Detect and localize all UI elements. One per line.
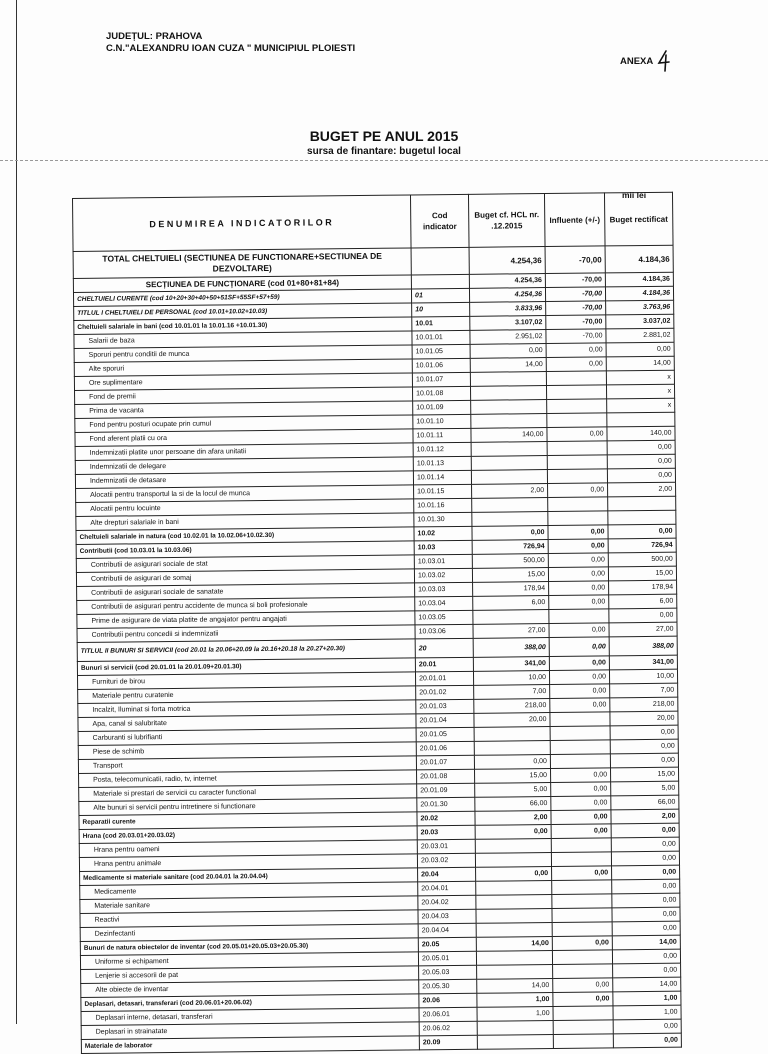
cell-budget [477, 1035, 553, 1050]
col-header-rectified: Buget rectificat [604, 192, 673, 246]
cell-rectified: 66,00 [611, 795, 679, 810]
cell-rectified: 0,00 [610, 725, 678, 740]
cell-indicator-name: Salarii de baza [74, 331, 412, 349]
cell-indicator-code: 10.02 [414, 526, 472, 541]
cell-indicator-name: Bunuri si servicii (cod 20.01.01 la 20.01.09+20.01.30) [77, 658, 415, 676]
cell-rectified: 0,00 [612, 949, 680, 964]
cell-rectified: 0,00 [613, 963, 681, 978]
cell-influence: 0,00 [549, 637, 609, 657]
cell-indicator-code: 20.02 [417, 811, 475, 826]
cell-indicator-name: Fond de premii [75, 387, 413, 405]
cell-indicator-code: 20.04.01 [418, 881, 476, 896]
cell-indicator-name: Fond pentru posturi ocupate prin cumul [75, 415, 413, 433]
cell-influence: -70,00 [545, 273, 605, 288]
cell-influence [549, 609, 609, 624]
cell-indicator-name: Contributii (cod 10.03.01 la 10.03.06) [76, 541, 414, 559]
cell-indicator-name: Alte drepturi salariale in bani [76, 513, 414, 531]
cell-budget [472, 512, 548, 527]
cell-indicator-name: Contributii de asigurari pentru accidente de munca si boli profesionale [77, 597, 415, 615]
cell-indicator-name: Dezinfectanti [80, 924, 418, 942]
cell-indicator-code: 20.03.02 [417, 853, 475, 868]
cell-influence: -70,00 [546, 301, 606, 316]
cell-rectified: 0,00 [608, 524, 676, 539]
cell-influence: -70,00 [545, 246, 605, 274]
cell-indicator-name: Materiale si prestari de servicii cu caracter functional [79, 784, 417, 802]
cell-indicator-name: Hrana pentru animale [79, 854, 417, 872]
cell-indicator-code: 10.03.03 [415, 582, 473, 597]
cell-rectified: 3.763,96 [606, 300, 674, 315]
annex-label [620, 50, 671, 72]
cell-indicator-code: 10.01.12 [413, 442, 471, 457]
cell-rectified [607, 412, 675, 427]
cell-indicator-name: Materiale de laborator [81, 1036, 419, 1054]
cell-budget [471, 400, 547, 415]
cell-indicator-code: 10.03.04 [415, 596, 473, 611]
cell-indicator-code: 20.01.07 [416, 755, 474, 770]
cell-influence: 0,00 [546, 343, 606, 358]
cell-budget: 2,00 [472, 484, 548, 499]
cell-rectified: 4.184,36 [605, 245, 673, 273]
cell-budget: 726,94 [472, 540, 548, 555]
cell-indicator-name: Posta, telecomunicatii, radio, tv, internet [79, 770, 417, 788]
cell-indicator-code: 10.01.11 [413, 428, 471, 443]
cell-rectified: 0,00 [611, 851, 679, 866]
cell-rectified: 15,00 [608, 566, 676, 581]
cell-rectified: x [606, 384, 674, 399]
cell-rectified: x [607, 398, 675, 413]
cell-budget [475, 839, 551, 854]
cell-rectified: 14,00 [612, 935, 680, 950]
cell-indicator-name: Lenjerie si accesorii de pat [81, 966, 419, 984]
cell-indicator-code: 20.04 [418, 867, 476, 882]
cell-indicator-name: Hrana (cod 20.03.01+20.03.02) [79, 826, 417, 844]
cell-indicator-code: 10.01.10 [413, 414, 471, 429]
cell-rectified: 27,00 [609, 622, 677, 637]
cell-rectified: 726,94 [608, 538, 676, 553]
cell-indicator-name: SECȚIUNEA DE FUNCȚIONARE (cod 01+80+81+84) [73, 275, 411, 293]
cell-influence [547, 469, 607, 484]
cell-indicator-name: Sporuri pentru conditii de munca [74, 345, 412, 363]
cell-influence [552, 894, 612, 909]
col-header-influence: Influente (+/-) [544, 193, 605, 247]
cell-indicator-name: Transport [78, 756, 416, 774]
cell-budget [476, 951, 552, 966]
budget-table-wrapper [72, 192, 681, 1050]
cell-indicator-code: 20.03.01 [417, 839, 475, 854]
cell-budget: 0,00 [474, 755, 550, 770]
cell-budget: 5,00 [475, 783, 551, 798]
cell-indicator-code: 20.01.04 [416, 713, 474, 728]
cell-indicator-code: 20.04.04 [418, 923, 476, 938]
cell-indicator-name: Reactivi [80, 910, 418, 928]
cell-indicator-name: Deplasari interne, detasari, transferari [81, 1008, 419, 1026]
cell-budget: 4.254,36 [469, 274, 545, 289]
scan-fold-line [0, 160, 768, 161]
cell-budget: 0,00 [472, 526, 548, 541]
cell-indicator-code [411, 274, 469, 289]
cell-indicator-code: 10.03 [414, 540, 472, 555]
cell-indicator-code: 10.01.05 [412, 344, 470, 359]
cell-indicator-name: Contributii de asigurari sociale de sanatate [77, 583, 415, 601]
cell-rectified: 0,00 [612, 921, 680, 936]
cell-indicator-name: Indemnizatii platite unor persoane din afara unitatii [75, 443, 413, 461]
cell-indicator-name: Ore suplimentare [74, 373, 412, 391]
cell-influence: 0,00 [549, 595, 609, 610]
cell-budget [475, 853, 551, 868]
cell-influence [553, 964, 613, 979]
cell-budget [476, 923, 552, 938]
cell-budget [471, 414, 547, 429]
cell-rectified: 0,00 [612, 893, 680, 908]
cell-indicator-code: 20.06 [419, 993, 477, 1008]
cell-budget: 10,00 [473, 671, 549, 686]
cell-indicator-code: 20.01.08 [417, 769, 475, 784]
cell-influence: 0,00 [548, 567, 608, 582]
cell-influence [550, 740, 610, 755]
cell-rectified: 14,00 [606, 356, 674, 371]
table-body [73, 245, 681, 1053]
cell-budget: 20,00 [474, 713, 550, 728]
cell-influence: 0,00 [549, 656, 609, 671]
cell-budget: 0,00 [470, 344, 546, 359]
cell-indicator-code: 10.01.16 [414, 498, 472, 513]
cell-indicator-code: 20.01 [415, 657, 473, 672]
cell-budget [471, 470, 547, 485]
cell-indicator-code: 10.01.30 [414, 512, 472, 527]
cell-indicator-name: CHELTUIELI CURENTE (cod 10+20+30+40+50+51SF+55SF+57+59) [73, 289, 411, 307]
cell-rectified: 140,00 [607, 426, 675, 441]
cell-rectified: 0,00 [606, 342, 674, 357]
cell-rectified: 0,00 [609, 608, 677, 623]
cell-indicator-name: Contributii pentru concedii si indemnizatii [77, 625, 415, 643]
cell-indicator-name: Hrana pentru oameni [79, 840, 417, 858]
cell-budget [477, 965, 553, 980]
cell-indicator-code: 20.05 [418, 937, 476, 952]
annex-label-text: ANEXA [620, 55, 654, 67]
col-header-indicator: DENUMIREA INDICATORILOR [73, 195, 412, 252]
cell-rectified: 14,00 [613, 977, 681, 992]
cell-indicator-code: 20.04.03 [418, 909, 476, 924]
cell-indicator-code: 10.03.02 [414, 568, 472, 583]
cell-budget: 500,00 [472, 554, 548, 569]
cell-influence: 0,00 [550, 698, 610, 713]
cell-indicator-name: Alte obiecte de inventar [81, 980, 419, 998]
cell-indicator-name: Reparatii curente [79, 812, 417, 830]
cell-indicator-name: Piese de schimb [78, 742, 416, 760]
cell-influence: 0,00 [551, 796, 611, 811]
budget-table [72, 192, 682, 1054]
cell-influence [552, 922, 612, 937]
cell-indicator-code: 10.01.14 [413, 470, 471, 485]
cell-rectified: 178,94 [609, 580, 677, 595]
cell-influence: -70,00 [546, 315, 606, 330]
cell-indicator-name: Medicamente [80, 882, 418, 900]
cell-influence [546, 385, 606, 400]
cell-influence [552, 880, 612, 895]
cell-indicator-code: 20.01.09 [417, 783, 475, 798]
cell-budget: 3.107,02 [470, 316, 546, 331]
cell-budget: 15,00 [472, 568, 548, 583]
cell-budget: 14,00 [477, 979, 553, 994]
cell-influence [551, 838, 611, 853]
cell-budget [470, 386, 546, 401]
cell-influence: 0,00 [551, 768, 611, 783]
cell-indicator-code: 20.04.02 [418, 895, 476, 910]
cell-indicator-code: 20.01.01 [415, 671, 473, 686]
cell-indicator-code: 20.01.06 [416, 741, 474, 756]
cell-rectified: 1,00 [613, 991, 681, 1006]
cell-budget [476, 881, 552, 896]
cell-indicator-name: Bunuri de natura obiectelor de inventar (cod 20.05.01+20.05.03+20.05.30) [80, 938, 418, 956]
cell-budget [471, 456, 547, 471]
cell-rectified: 0,00 [610, 753, 678, 768]
cell-budget [471, 442, 547, 457]
cell-budget: 27,00 [473, 624, 549, 639]
cell-indicator-name: Uniforme si echipament [80, 952, 418, 970]
cell-influence: 0,00 [548, 539, 608, 554]
cell-rectified: 388,00 [609, 636, 677, 656]
cell-rectified: 0,00 [611, 837, 679, 852]
cell-budget: 1,00 [477, 1007, 553, 1022]
cell-budget [474, 727, 550, 742]
cell-budget: 66,00 [475, 797, 551, 812]
cell-rectified: 15,00 [610, 767, 678, 782]
cell-influence [550, 754, 610, 769]
cell-influence [546, 371, 606, 386]
cell-influence [550, 712, 610, 727]
cell-indicator-code: 10.01.15 [414, 484, 472, 499]
cell-indicator-name: TOTAL CHELTUIELI (SECTIUNEA DE FUNCTIONARE+SECTIUNEA DE DEZVOLTARE) [73, 248, 411, 279]
cell-indicator-code: 01 [411, 288, 469, 303]
cell-indicator-name: Medicamente si materiale sanitare (cod 20.04.01 la 20.04.04) [80, 868, 418, 886]
cell-rectified: 2,00 [608, 482, 676, 497]
cell-influence: 0,00 [551, 824, 611, 839]
cell-budget: 14,00 [470, 358, 546, 373]
cell-indicator-name: Contributii de asigurari de somaj [76, 569, 414, 587]
cell-influence [553, 1034, 613, 1049]
cell-influence [548, 497, 608, 512]
cell-influence: 0,00 [550, 684, 610, 699]
cell-budget: 14,00 [476, 937, 552, 952]
cell-budget: 388,00 [473, 638, 549, 658]
cell-indicator-name: Cheltuieli salariale in natura (cod 10.02.01 la 10.02.06+10.02.30) [76, 527, 414, 545]
cell-rectified: 0,00 [607, 454, 675, 469]
cell-indicator-name: Incalzit, Iluminat si forta motrica [78, 700, 416, 718]
cell-influence [547, 441, 607, 456]
cell-budget [474, 741, 550, 756]
cell-indicator-name: Prima de vacanta [75, 401, 413, 419]
cell-rectified: 218,00 [610, 697, 678, 712]
cell-indicator-name: Fond aferent platii cu ora [75, 429, 413, 447]
cell-rectified [608, 496, 676, 511]
cell-influence [547, 399, 607, 414]
cell-influence: 0,00 [551, 782, 611, 797]
county-line: JUDEȚUL: PRAHOVA [106, 31, 203, 42]
cell-indicator-name: Indemnizatii de detasare [75, 471, 413, 489]
cell-indicator-name: Deplasari in strainatate [81, 1022, 419, 1040]
cell-indicator-name: TITLUL I CHELTUIELI DE PERSONAL (cod 10.01+10.02+10.03) [74, 303, 412, 321]
document-header [106, 31, 355, 55]
cell-rectified: 2.881,02 [606, 328, 674, 343]
cell-rectified: 0,00 [612, 907, 680, 922]
cell-indicator-name: Furnituri de birou [78, 672, 416, 690]
cell-rectified: 0,00 [612, 879, 680, 894]
cell-indicator-code: 10.01.07 [412, 372, 470, 387]
cell-budget: 4.254,36 [469, 247, 545, 275]
cell-budget: 341,00 [473, 657, 549, 672]
cell-rectified: 7,00 [610, 683, 678, 698]
cell-rectified: 0,00 [607, 468, 675, 483]
cell-budget: 0,00 [476, 867, 552, 882]
cell-influence [547, 413, 607, 428]
cell-budget: 3.833,96 [470, 302, 546, 317]
cell-rectified [608, 510, 676, 525]
cell-budget: 2,00 [475, 811, 551, 826]
cell-influence: -70,00 [546, 329, 606, 344]
cell-indicator-name: Materiale sanitare [80, 896, 418, 914]
cell-budget [476, 895, 552, 910]
cell-indicator-code: 10 [412, 302, 470, 317]
cell-indicator-name: Prime de asigurare de viata platite de angajator pentru angajati [77, 611, 415, 629]
cell-rectified: 0,00 [613, 1033, 681, 1048]
cell-indicator-name: Cheltuieli salariale in bani (cod 10.01.01 la 10.01.16 +10.01.30) [74, 317, 412, 335]
cell-indicator-code: 20.05.01 [418, 951, 476, 966]
cell-budget: 15,00 [475, 769, 551, 784]
cell-indicator-name: Alocatii pentru transportul la si de la locul de munca [76, 485, 414, 503]
cell-rectified: x [606, 370, 674, 385]
cell-indicator-code: 10.03.06 [415, 624, 473, 639]
cell-indicator-name: Alocatii pentru locuinte [76, 499, 414, 517]
cell-indicator-name: Alte sporuri [74, 359, 412, 377]
cell-indicator-name: Apa, canal si salubritate [78, 714, 416, 732]
col-header-budget: Buget cf. HCL nr. .12.2015 [468, 194, 545, 248]
cell-indicator-name: TITLUL II BUNURI SI SERVICII (cod 20.01 la 20.06+20.09 la 20.16+20.18 la 20.27+20.30) [77, 639, 415, 662]
cell-budget: 0,00 [475, 825, 551, 840]
cell-rectified: 341,00 [609, 655, 677, 670]
cell-influence: 0,00 [549, 581, 609, 596]
cell-influence: 0,00 [546, 357, 606, 372]
cell-indicator-code: 10.01.08 [412, 386, 470, 401]
cell-influence: 0,00 [549, 623, 609, 638]
cell-budget [477, 1021, 553, 1036]
cell-indicator-name: Alte bunuri si servicii pentru intretinere si functionare [79, 798, 417, 816]
cell-budget [470, 372, 546, 387]
cell-indicator-name: Materiale pentru curatenie [78, 686, 416, 704]
cell-rectified: 2,00 [611, 809, 679, 824]
cell-budget: 2.951,02 [470, 330, 546, 345]
cell-indicator-code: 20.05.30 [419, 979, 477, 994]
cell-rectified: 0,00 [612, 865, 680, 880]
cell-influence: 0,00 [552, 936, 612, 951]
page-subtitle: sursa de finantare: bugetul local [307, 146, 461, 157]
cell-budget [473, 610, 549, 625]
cell-rectified: 5,00 [611, 781, 679, 796]
cell-indicator-code: 10.01.06 [412, 358, 470, 373]
handwritten-annex-number [657, 50, 671, 72]
cell-influence [552, 908, 612, 923]
unit-label: mii lei [622, 190, 647, 200]
cell-influence: 0,00 [548, 553, 608, 568]
cell-influence: 0,00 [551, 810, 611, 825]
cell-indicator-code: 10.01.01 [412, 330, 470, 345]
cell-influence [550, 726, 610, 741]
cell-rectified: 3.037,02 [606, 314, 674, 329]
cell-rectified: 0,00 [610, 739, 678, 754]
cell-influence: 0,00 [547, 427, 607, 442]
cell-indicator-name: Contributii de asigurari sociale de stat [76, 555, 414, 573]
cell-indicator-code: 20.01.02 [416, 685, 474, 700]
cell-indicator-code: 20.06.01 [419, 1007, 477, 1022]
cell-budget: 218,00 [474, 699, 550, 714]
cell-budget: 140,00 [471, 428, 547, 443]
cell-indicator-code: 10.01.09 [413, 400, 471, 415]
cell-indicator-name: Deplasari, detasari, transferari (cod 20.06.01+20.06.02) [81, 994, 419, 1012]
cell-budget: 7,00 [474, 685, 550, 700]
cell-rectified: 500,00 [608, 552, 676, 567]
cell-influence [548, 511, 608, 526]
cell-indicator-code: 10.01.13 [413, 456, 471, 471]
cell-indicator-code: 10.01 [412, 316, 470, 331]
cell-indicator-code: 20.01.05 [416, 727, 474, 742]
cell-budget [476, 909, 552, 924]
cell-rectified: 10,00 [609, 669, 677, 684]
cell-indicator-code: 10.03.01 [414, 554, 472, 569]
cell-influence: 0,00 [552, 866, 612, 881]
cell-influence: 0,00 [548, 525, 608, 540]
cell-indicator-code: 20.01.03 [416, 699, 474, 714]
cell-rectified: 4.184,36 [605, 286, 673, 301]
cell-indicator-code: 20.05.03 [419, 965, 477, 980]
cell-indicator-name: Indemnizatii de delegare [75, 457, 413, 475]
cell-influence [553, 1020, 613, 1035]
cell-indicator-code: 20.01.30 [417, 797, 475, 812]
cell-influence [553, 1006, 613, 1021]
page-title: BUGET PE ANUL 2015 [309, 128, 459, 144]
cell-indicator-code [411, 247, 469, 275]
cell-influence: 0,00 [553, 978, 613, 993]
cell-influence: -70,00 [545, 287, 605, 302]
cell-influence: 0,00 [549, 670, 609, 685]
cell-rectified: 6,00 [609, 594, 677, 609]
cell-rectified: 4.184,36 [605, 272, 673, 287]
cell-indicator-code: 20 [415, 638, 473, 658]
cell-budget: 178,94 [473, 582, 549, 597]
institution-line: C.N."ALEXANDRU IOAN CUZA " MUNICIPIUL PLOIESTI [106, 43, 356, 54]
cell-indicator-code: 20.09 [419, 1035, 477, 1050]
cell-indicator-code: 20.03 [417, 825, 475, 840]
cell-influence: 0,00 [548, 483, 608, 498]
col-header-code: Cod indicator [410, 194, 469, 248]
cell-budget: 4.254,36 [469, 288, 545, 303]
cell-influence [547, 455, 607, 470]
cell-budget: 1,00 [477, 993, 553, 1008]
table-header-row [73, 192, 674, 251]
cell-rectified: 20,00 [610, 711, 678, 726]
cell-influence: 0,00 [553, 992, 613, 1007]
cell-budget [472, 498, 548, 513]
cell-indicator-code: 10.03.05 [415, 610, 473, 625]
cell-influence [551, 852, 611, 867]
cell-indicator-code: 20.06.02 [419, 1021, 477, 1036]
cell-indicator-name: Carburanti si lubrifianti [78, 728, 416, 746]
cell-rectified: 0,00 [611, 823, 679, 838]
cell-budget: 6,00 [473, 596, 549, 611]
cell-rectified: 0,00 [607, 440, 675, 455]
cell-rectified: 0,00 [613, 1019, 681, 1034]
cell-influence [552, 950, 612, 965]
cell-rectified: 1,00 [613, 1005, 681, 1020]
